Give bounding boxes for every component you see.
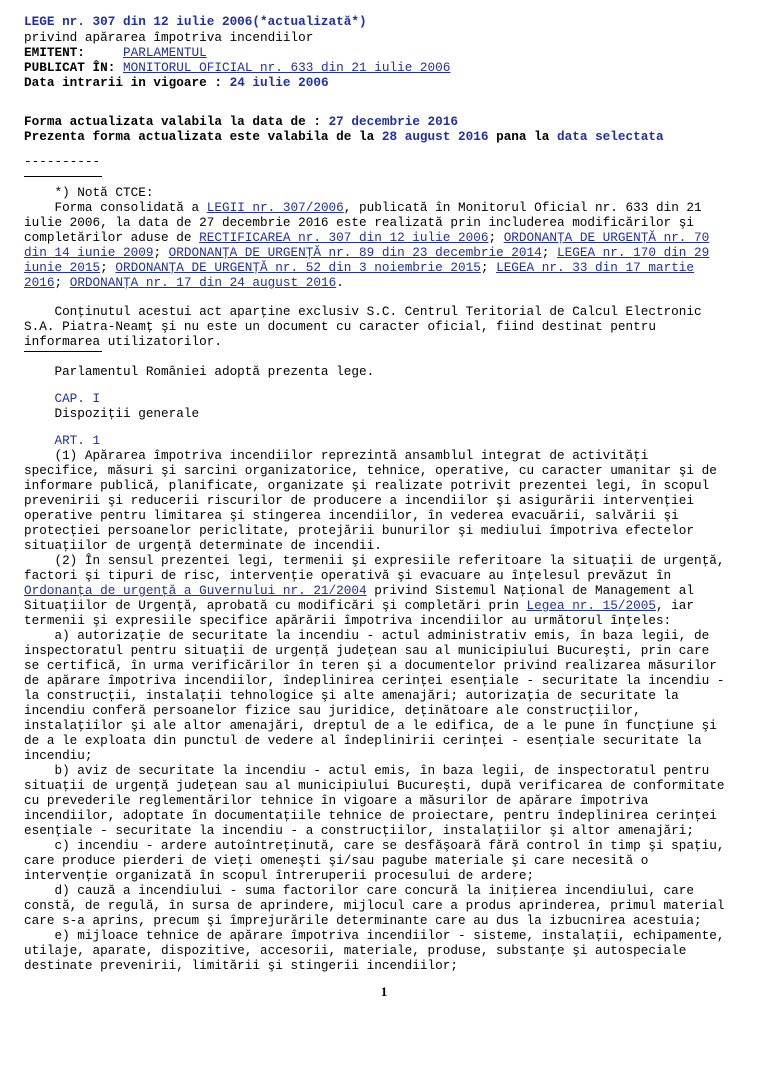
paragraph-line: care produce pierderi de vieţi omeneşti şi/sau pagube materiale şi care necesită o [24, 853, 649, 868]
paragraph-line: protecţiei persoanelor periclitate, protejării bunurilor şi mediului împotriva efectelor [24, 523, 695, 538]
paragraph-line: utilaje, aparate, dispozitive, accesorii, materiale, produse, substanţe şi autospeciale [24, 943, 687, 958]
oug-70-link[interactable]: din 14 iunie 2009 [24, 245, 154, 260]
paragraph-line: se certifică, în urma verificărilor în teren şi a documentelor privind realizarea măsurilor [24, 658, 717, 673]
paragraph-line: b) aviz de securitate la incendiu - actul emis, în baza legii, de inspectoratul pentru [24, 763, 710, 778]
lege-170-link[interactable]: LEGEA nr. 170 din 29 [556, 245, 710, 260]
og-17-link[interactable]: ORDONANŢA nr. 17 din 24 august 2016 [69, 275, 337, 290]
paragraph-line: incendiu conferă persoanelor fizice sau juridice, deţinătoare ale construcţiilor, [24, 703, 641, 718]
note-line: din 14 iunie 2009; ORDONANŢA DE URGENŢĂ nr. 89 din 23 decembrie 2014; LEGEA nr. 170 din 29 [24, 245, 710, 260]
oug-89-link[interactable]: ORDONANŢA DE URGENŢĂ nr. 89 din 23 decembrie 2014 [168, 245, 542, 260]
lege-33-link[interactable]: 2016 [24, 275, 55, 290]
paragraph-line: informare publică, planificate, organizate şi realizate potrivit prezentei legi, în scopul [24, 478, 710, 493]
paragraph-line: operative pentru limitarea şi stingerea incendiilor, în vederea evacuării, salvării şi [24, 508, 679, 523]
paragraph-line: la construcţii, instalaţii tehnologice şi alte amenajări; autorizaţia de securitate la [24, 688, 679, 703]
vigoare-line: Data intrarii in vigoare : 24 iulie 2006 [24, 75, 329, 90]
emitent-link[interactable]: PARLAMENTUL [123, 45, 207, 60]
forma-line-1: Forma actualizata valabila la data de : 27 decembrie 2016 [24, 114, 458, 129]
valid-from-date: 28 august 2016 [381, 129, 489, 144]
oug-21-link[interactable]: Ordonanţa de urgenţă a Guvernului nr. 21/2004 [24, 583, 367, 598]
article-label: ART. 1 [24, 433, 101, 448]
lege-15-link[interactable]: Legea nr. 15/2005 [526, 598, 656, 613]
note-line: 2016; ORDONANŢA nr. 17 din 24 august 2016. [24, 275, 344, 290]
selected-date-link[interactable]: data selectata [557, 129, 664, 144]
law-title [24, 14, 367, 29]
paragraph-line: de a le exploata din punctul de vedere al îndeplinirii cerinţei - esenţiale securitate la [24, 733, 702, 748]
paragraph-line: incendiilor, adoptate în documentaţiile tehnice de proiectare, pentru îndeplinirea cerinţei [24, 808, 717, 823]
note-line: Conţinutul acestui act aparţine exclusiv S.C. Centrul Teritorial de Calcul Electronic [24, 304, 702, 319]
divider [24, 351, 102, 352]
law-title-text: LEGE nr. 307 din 12 iulie 2006(*actualizată*) [24, 14, 367, 29]
paragraph-line: instalaţiilor şi ale altor amenajări, dreptul de a le edifica, de a le pune în funcţiune şi [24, 718, 717, 733]
forma-date: 27 decembrie 2016 [328, 114, 458, 129]
note-line: completărilor aduse de RECTIFICAREA nr. 307 din 12 iulie 2006; ORDONANŢA DE URGENŢĂ nr. 70 [24, 230, 710, 245]
paragraph-line: d) cauză a incendiului - suma factorilor care concură la iniţierea incendiului, care [24, 883, 695, 898]
oug-52-link[interactable]: ORDONANŢA DE URGENŢĂ nr. 52 din 3 noiembrie 2015 [115, 260, 481, 275]
law-link[interactable]: LEGII nr. 307/2006 [206, 200, 344, 215]
note-line: S.A. Piatra-Neamţ şi nu este un document cu caracter oficial, fiind destinat pentru [24, 319, 656, 334]
note-line: iulie 2006, la data de 27 decembrie 2016 este realizată prin includerea modificărilor şi [24, 215, 695, 230]
forma-line-2: Prezenta forma actualizata este valabila de la 28 august 2016 pana la data selectata [24, 129, 664, 144]
note-heading: *) Notă CTCE: [24, 185, 154, 200]
adopt-line: Parlamentul României adoptă prezenta lege. [24, 364, 375, 379]
note-line: informarea utilizatorilor. [24, 334, 222, 349]
paragraph-line: a) autorizaţie de securitate la incendiu - actul administrativ emis, în baza legii, de [24, 628, 710, 643]
oug-70-link[interactable]: ORDONANŢA DE URGENŢĂ nr. 70 [503, 230, 710, 245]
paragraph-line: factori şi tipuri de risc, intervenţie operativă şi evacuare au înţelesul prevăzut în [24, 568, 672, 583]
publicat-line: PUBLICAT ÎN: MONITORUL OFICIAL nr. 633 din 21 iulie 2006 [24, 60, 451, 75]
paragraph-line: c) incendiu - ardere autoîntreţinută, care se desfăşoară fără control în timp şi spaţiu, [24, 838, 725, 853]
paragraph-line: intervenţie organizată în scopul întreruperii procesului de ardere; [24, 868, 535, 883]
paragraph-line: incendiu; [24, 748, 93, 763]
paragraph-line: termenii şi expresiile specifice apărării împotriva incendiilor au următorul înţeles: [24, 613, 672, 628]
paragraph-line: situaţiilor de urgenţă determinate de incendii. [24, 538, 382, 553]
paragraph-line: situaţii de urgenţă judeţean sau al municipiului Bucureşti, după verificarea de conformitate [24, 778, 725, 793]
paragraph-line: specifice, măsuri şi sarcini organizatorice, tehnice, operative, cu caracter umanitar şi de [24, 463, 717, 478]
paragraph-line: inspectoratul pentru situaţii de urgenţă judeţean sau al municipiului Bucureşti, prin care [24, 643, 710, 658]
paragraph-line: constă, de regulă, în sursa de aprindere, mijlocul care a produs aprinderea, primul material [24, 898, 725, 913]
paragraph-line: (2) În sensul prezentei legi, termenii şi expresiile referitoare la situaţii de urgenţă, [24, 553, 725, 568]
paragraph-line: care s-a aprins, precum şi împrejurările determinante care au dus la izbucnirea acestuia; [24, 913, 702, 928]
paragraph-line: destinate prevenirii, limitării şi stingerii incendiilor; [24, 958, 458, 973]
vigoare-date: 24 iulie 2006 [229, 75, 329, 90]
lege-170-link[interactable]: iunie 2015 [24, 260, 101, 275]
note-line: iunie 2015; ORDONANŢA DE URGENŢĂ nr. 52 din 3 noiembrie 2015; LEGEA nr. 33 din 17 martie [24, 260, 695, 275]
lege-33-link[interactable]: LEGEA nr. 33 din 17 martie [496, 260, 695, 275]
chapter-title: Dispoziţii generale [24, 406, 200, 421]
note-line: Forma consolidată a LEGII nr. 307/2006, publicată în Monitorul Oficial nr. 633 din 21 [24, 200, 702, 215]
paragraph-line: de apărare împotriva incendiilor, îndeplinirea cerinţei esenţiale - securitate la incendiu - [24, 673, 725, 688]
paragraph-line: Ordonanţa de urgenţă a Guvernului nr. 21/2004 privind Sistemul Naţional de Management al [24, 583, 695, 598]
page-number: 1 [380, 984, 388, 999]
monitor-link[interactable]: MONITORUL OFICIAL nr. 633 din 21 iulie 2006 [123, 60, 451, 75]
chapter-label: CAP. I [24, 391, 101, 406]
divider [24, 176, 102, 177]
separator-text: ---------- [24, 154, 101, 169]
paragraph-line: esenţiale - securitate la incendiu - a construcţiilor, instalaţiilor şi altor amenajări; [24, 823, 695, 838]
rectificare-link[interactable]: RECTIFICAREA nr. 307 din 12 iulie 2006 [199, 230, 489, 245]
paragraph-line: Situaţiilor de Urgenţă, aprobată cu modificări şi completări prin Legea nr. 15/2005, iar [24, 598, 695, 613]
paragraph-line: e) mijloace tehnice de apărare împotriva incendiilor - sisteme, instalaţii, echipamente, [24, 928, 725, 943]
law-subtitle: privind apărarea împotriva incendiilor [24, 30, 314, 45]
paragraph-line: cu prevederile reglementărilor tehnice în vigoare a măsurilor de apărare împotriva [24, 793, 649, 808]
paragraph-line: (1) Apărarea împotriva incendiilor reprezintă ansamblul integrat de activităţi [24, 448, 649, 463]
paragraph-line: prevenirii şi reducerii riscurilor de producere a incendiilor şi asigurării intervenţiei [24, 493, 695, 508]
emitent-line: EMITENT: PARLAMENTUL [24, 45, 207, 60]
